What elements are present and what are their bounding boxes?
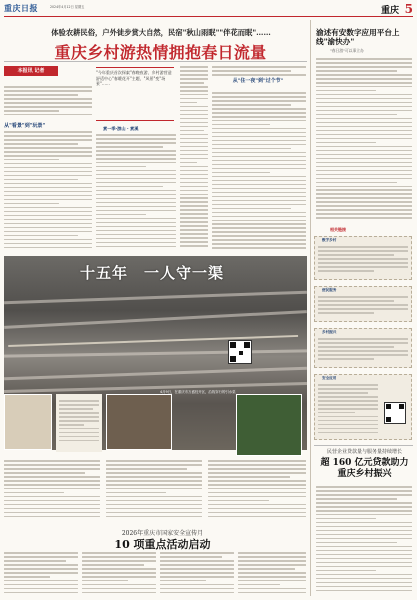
inset-photo-poster bbox=[4, 394, 52, 450]
right-story2-headline: 超 160 亿元贷款助力重庆乡村振兴 bbox=[320, 458, 409, 479]
bottom-headline: 10 项重点活动启动 bbox=[114, 538, 211, 551]
bottom-body-col2 bbox=[82, 552, 156, 596]
info-box-1-label: 数字乡村 bbox=[322, 238, 337, 242]
qr-code[interactable] bbox=[228, 340, 252, 364]
info-box-4-label: 安全应用 bbox=[322, 376, 337, 380]
section-name: 重庆 bbox=[380, 6, 399, 16]
lead-body-col1b bbox=[4, 131, 92, 251]
page-number: 5 bbox=[404, 2, 413, 16]
right-story2-kicker: 民营企业贷款量与服务量持续增长 bbox=[326, 449, 402, 455]
bottom-body-col4 bbox=[238, 552, 306, 596]
lead-body-col1a bbox=[4, 86, 92, 120]
info-box-2-label: 便民服务 bbox=[322, 288, 337, 292]
bottom-body-col3 bbox=[160, 552, 234, 596]
inset-photo-worker bbox=[106, 394, 172, 450]
pull-quote-attribution: 赏一季·游山 · 赏溪 bbox=[103, 126, 139, 131]
feature-body-col3 bbox=[208, 460, 306, 522]
related-title: 相关链接 bbox=[330, 227, 346, 232]
dateline: 2024年4月12日 星期五 bbox=[50, 5, 85, 9]
newspaper-brand: 重庆日报 bbox=[4, 3, 38, 13]
masthead bbox=[4, 3, 413, 17]
right-headline: 渝述有安数字应用平台上线"渝快办" bbox=[316, 28, 400, 46]
inset-photo-channel bbox=[236, 394, 302, 456]
feature-title: 十五年 一人守一渠 bbox=[79, 264, 224, 282]
section-tag: 本报讯 记者 bbox=[4, 66, 58, 76]
lead-body-col3 bbox=[180, 66, 208, 251]
lead-subhead-1: 从"看景"到"玩景" bbox=[4, 123, 46, 129]
right-story-divider bbox=[314, 445, 413, 446]
inset-text-box bbox=[56, 394, 102, 452]
info-box-3-label: 乡村振兴 bbox=[322, 330, 337, 334]
feature-caption: 4月9日，在重庆市万盛经开区，沿线穿行的引水渠 bbox=[160, 390, 236, 394]
headline-divider bbox=[4, 61, 307, 62]
lead-body-col4a bbox=[212, 66, 306, 76]
lead-body-col4b bbox=[212, 92, 306, 251]
feature-body-col2 bbox=[106, 460, 202, 522]
column-separator bbox=[310, 20, 311, 596]
lead-body-col2 bbox=[96, 134, 176, 251]
right-subheadline: "春日游"可以事立办 bbox=[330, 48, 364, 53]
pull-quote: "今年重庆首次探索"春晚夜游，乡村游营造舒适中心"春暖花开"主题，"风景"变"场景"…… bbox=[96, 67, 174, 121]
bottom-body-col1 bbox=[4, 552, 78, 596]
feature-body-col1 bbox=[4, 460, 100, 522]
right-body-2 bbox=[316, 486, 412, 596]
bottom-kicker: 2026年重庆市国家安全宣传月 bbox=[121, 530, 204, 537]
lead-kicker: 体验农耕民俗，户外徒步赏大自然，民宿"秋山雨眠""伴花而眠"…… bbox=[51, 28, 271, 37]
right-body-1 bbox=[316, 58, 412, 223]
qr-code-2[interactable] bbox=[384, 402, 406, 424]
inner-headline: 从"住一夜"到"过个节" bbox=[232, 78, 284, 84]
lead-headline: 重庆乡村游热情拥抱春日流量 bbox=[54, 43, 267, 62]
